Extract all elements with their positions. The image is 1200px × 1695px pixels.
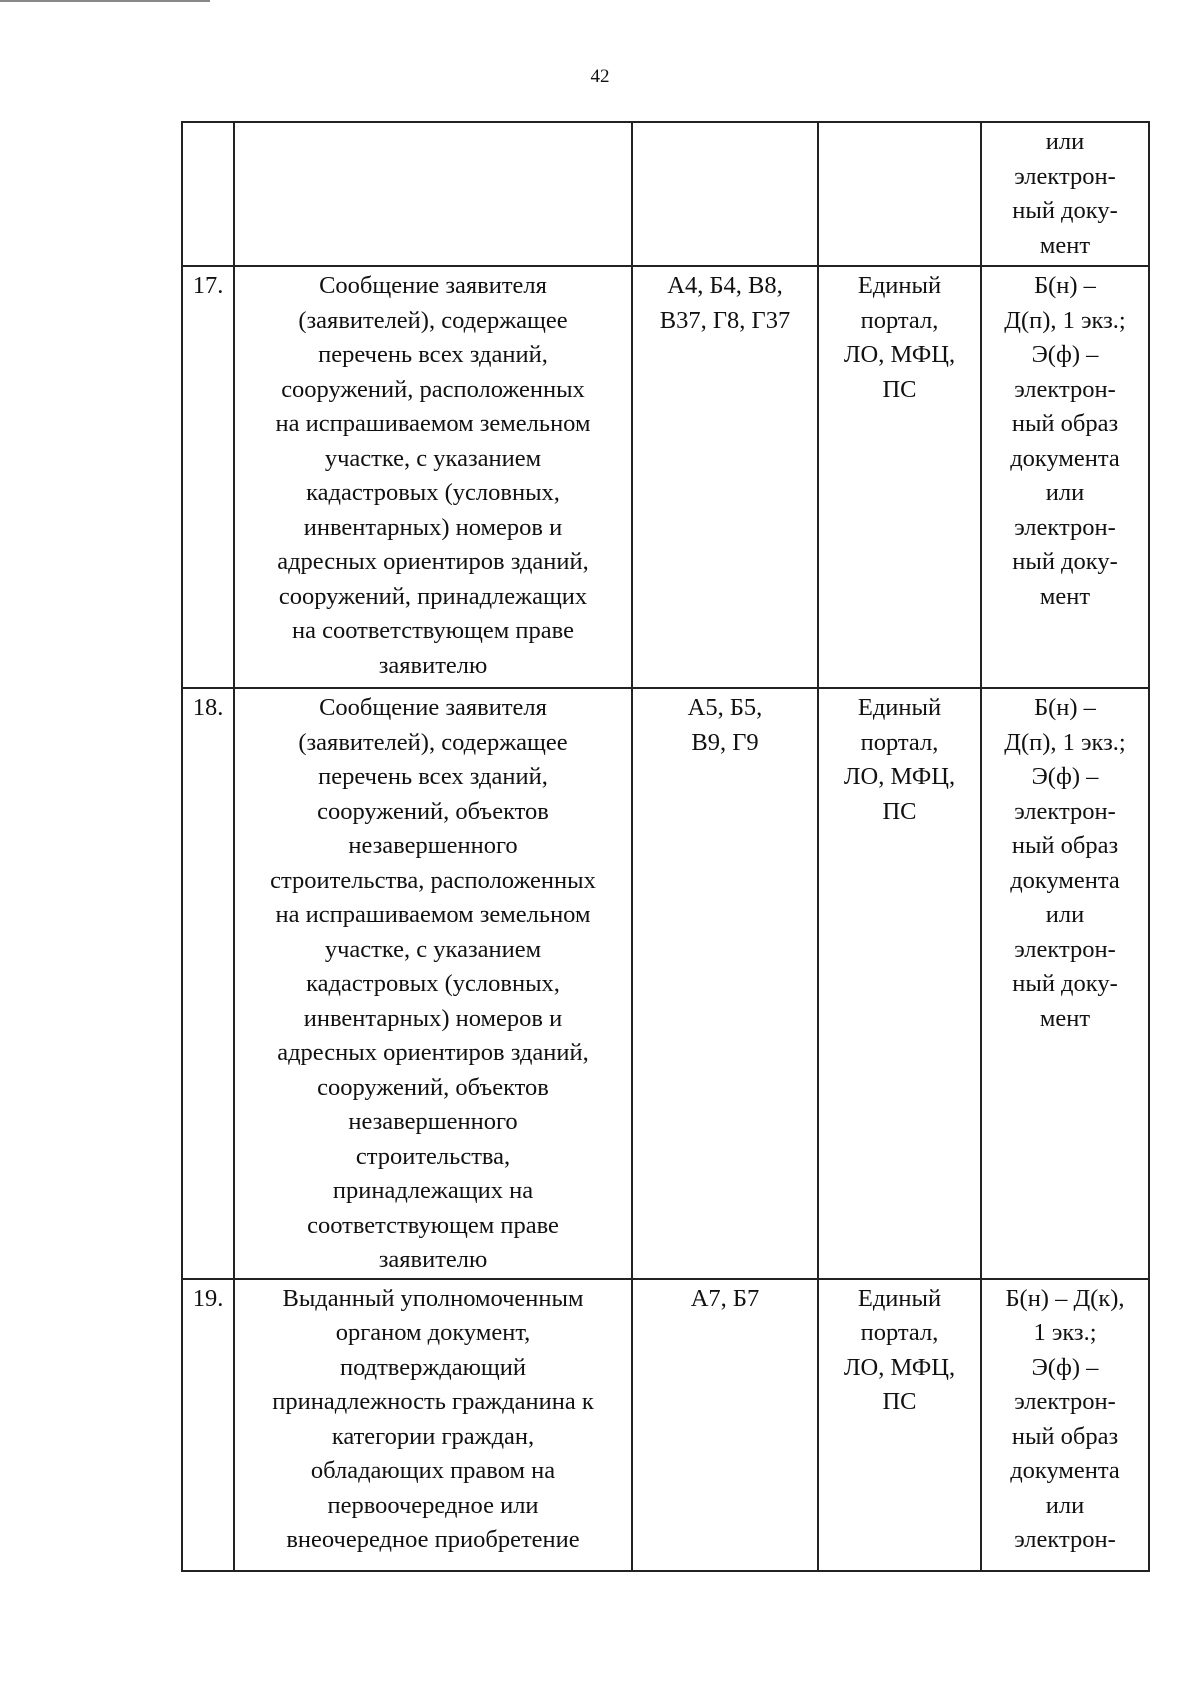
- cell-text-line: В37, Г8, Г37: [659, 306, 791, 334]
- cell-text-line: портал,: [860, 1319, 939, 1346]
- description-cell: [234, 122, 632, 266]
- codes-cell: [632, 688, 818, 1279]
- cell-text-line: ЛО, МФЦ,: [843, 763, 956, 790]
- cell-text-line: строительства,: [355, 1142, 511, 1170]
- cell-text-line: ный образ: [1011, 410, 1119, 437]
- codes-cell: [632, 122, 818, 266]
- cell-text-line: электрон-: [1014, 1388, 1116, 1415]
- cell-text-line: обладающих правом на: [310, 1457, 556, 1484]
- cell-text-line: 1 экз.;: [1033, 1319, 1097, 1346]
- format-cell: [981, 688, 1149, 1279]
- cell-text-line: электрон-: [1014, 513, 1116, 541]
- table-row: [182, 122, 1149, 266]
- cell-text-line: органом документ,: [335, 1319, 531, 1346]
- cell-text-line: электрон-: [1014, 162, 1116, 190]
- cell-text-line: Выданный уполномоченным: [282, 1284, 584, 1312]
- cell-text-line: первоочередное или: [327, 1491, 539, 1519]
- format-cell: [981, 266, 1149, 688]
- cell-text-line: ПС: [882, 1388, 917, 1415]
- cell-text-line: принадлежащих на: [332, 1177, 534, 1204]
- table-row: [182, 266, 1149, 688]
- cell-text-line: незавершенного: [348, 832, 518, 859]
- cell-text-line: перечень всех зданий,: [318, 763, 548, 790]
- cell-text-line: подтверждающий: [339, 1353, 527, 1381]
- codes-cell: [632, 1279, 818, 1571]
- cell-text-line: ный образ: [1011, 832, 1119, 859]
- cell-text-line: адресных ориентиров зданий,: [277, 1039, 589, 1066]
- cell-text-line: документа: [1010, 1457, 1120, 1484]
- cell-text-line: участке, с указанием: [324, 935, 542, 963]
- table-body: [182, 122, 1149, 1571]
- cell-text-line: заявителю: [378, 1246, 488, 1273]
- cell-text-line: Сообщение заявителя: [319, 694, 547, 721]
- cell-text-line: (заявителей), содержащее: [298, 306, 568, 334]
- description-cell: [234, 688, 632, 1279]
- cell-text-line: инвентарных) номеров и: [303, 513, 563, 541]
- cell-text-line: ный доку-: [1012, 548, 1118, 575]
- channels-cell: [818, 688, 981, 1279]
- cell-text-line: перечень всех зданий,: [318, 341, 548, 368]
- cell-text-line: (заявителей), содержащее: [298, 728, 568, 756]
- cell-text-line: Единый: [857, 272, 942, 299]
- cell-text-line: на испрашиваемом земельном: [275, 410, 591, 437]
- channels-cell: [818, 122, 981, 266]
- format-cell: [981, 1279, 1149, 1571]
- cell-text-line: ный доку-: [1012, 970, 1118, 997]
- cell-text-line: электрон-: [1014, 935, 1116, 963]
- cell-text-line: Б(н) – Д(к),: [1005, 1284, 1125, 1312]
- cell-text-line: А4, Б4, В8,: [667, 272, 783, 299]
- cell-text-line: внеочередное приобретение: [286, 1526, 580, 1553]
- cell-text-line: Б(н) –: [1034, 694, 1096, 721]
- cell-text-line: сооружений, объектов: [317, 1073, 549, 1101]
- row-number-cell: 19.: [182, 1279, 234, 1571]
- cell-text-line: участке, с указанием: [324, 444, 542, 472]
- cell-text-line: ный образ: [1011, 1422, 1119, 1450]
- cell-text-line: ЛО, МФЦ,: [843, 1353, 956, 1381]
- cell-text-line: Д(п), 1 экз.;: [1004, 306, 1126, 334]
- cell-text-line: или: [1045, 1491, 1085, 1519]
- cell-text-line: на соответствующем праве: [292, 617, 574, 644]
- cell-text-line: Э(ф) –: [1031, 341, 1099, 368]
- scan-edge-line: [0, 0, 210, 2]
- cell-text-line: сооружений, принадлежащих: [278, 582, 588, 610]
- cell-text-line: строительства, расположенных: [270, 866, 596, 894]
- cell-text-line: принадлежность гражданина к: [272, 1388, 594, 1415]
- cell-text-line: А5, Б5,: [687, 694, 763, 721]
- cell-text-line: адресных ориентиров зданий,: [277, 548, 589, 575]
- page-number: 42: [590, 66, 610, 87]
- row-number-cell: 18.: [182, 688, 234, 1279]
- cell-text-line: кадастровых (условных,: [306, 479, 560, 506]
- description-cell: [234, 266, 632, 688]
- cell-text-line: незавершенного: [348, 1108, 518, 1135]
- cell-text-line: портал,: [860, 728, 939, 756]
- cell-text-line: или: [1045, 128, 1085, 155]
- cell-text-line: документа: [1010, 444, 1120, 472]
- cell-text-line: заявителю: [378, 651, 488, 679]
- row-number-cell: 17.: [182, 266, 234, 688]
- cell-text-line: сооружений, расположенных: [281, 375, 585, 403]
- cell-text-line: Единый: [857, 694, 942, 721]
- cell-text-line: инвентарных) номеров и: [303, 1004, 563, 1032]
- cell-text-line: или: [1045, 479, 1085, 506]
- cell-text-line: электрон-: [1014, 797, 1116, 825]
- cell-text-line: ПС: [882, 797, 917, 825]
- cell-text-line: соответствующем праве: [307, 1211, 559, 1239]
- cell-text-line: Э(ф) –: [1031, 1353, 1099, 1381]
- cell-text-line: портал,: [860, 306, 939, 334]
- cell-text-line: Единый: [857, 1284, 942, 1312]
- cell-text-line: или: [1045, 901, 1085, 928]
- cell-text-line: ПС: [882, 375, 917, 403]
- cell-text-line: ЛО, МФЦ,: [843, 341, 956, 368]
- cell-text-line: Б(н) –: [1034, 272, 1096, 299]
- cell-text-line: электрон-: [1014, 375, 1116, 403]
- channels-cell: [818, 266, 981, 688]
- channels-cell: [818, 1279, 981, 1571]
- table-row: [182, 1279, 1149, 1571]
- cell-text-line: мент: [1039, 582, 1091, 610]
- codes-cell: [632, 266, 818, 688]
- cell-text-line: Д(п), 1 экз.;: [1004, 728, 1126, 756]
- cell-text-line: В9, Г9: [691, 728, 759, 756]
- description-cell: [234, 1279, 632, 1571]
- cell-text-line: документа: [1010, 866, 1120, 894]
- row-number-cell: [182, 122, 234, 266]
- format-cell: [981, 122, 1149, 266]
- cell-text-line: кадастровых (условных,: [306, 970, 560, 997]
- cell-text-line: мент: [1039, 231, 1091, 259]
- cell-text-line: Э(ф) –: [1031, 763, 1099, 790]
- cell-text-line: категории граждан,: [331, 1422, 535, 1450]
- cell-text-line: мент: [1039, 1004, 1091, 1032]
- cell-text-line: на испрашиваемом земельном: [275, 901, 591, 928]
- cell-text-line: А7, Б7: [690, 1284, 760, 1312]
- cell-text-line: сооружений, объектов: [317, 797, 549, 825]
- document-table: [181, 121, 1150, 1572]
- cell-text-line: Сообщение заявителя: [319, 272, 547, 299]
- cell-text-line: ный доку-: [1012, 197, 1118, 224]
- cell-text-line: электрон-: [1014, 1526, 1116, 1553]
- table-row: [182, 688, 1149, 1279]
